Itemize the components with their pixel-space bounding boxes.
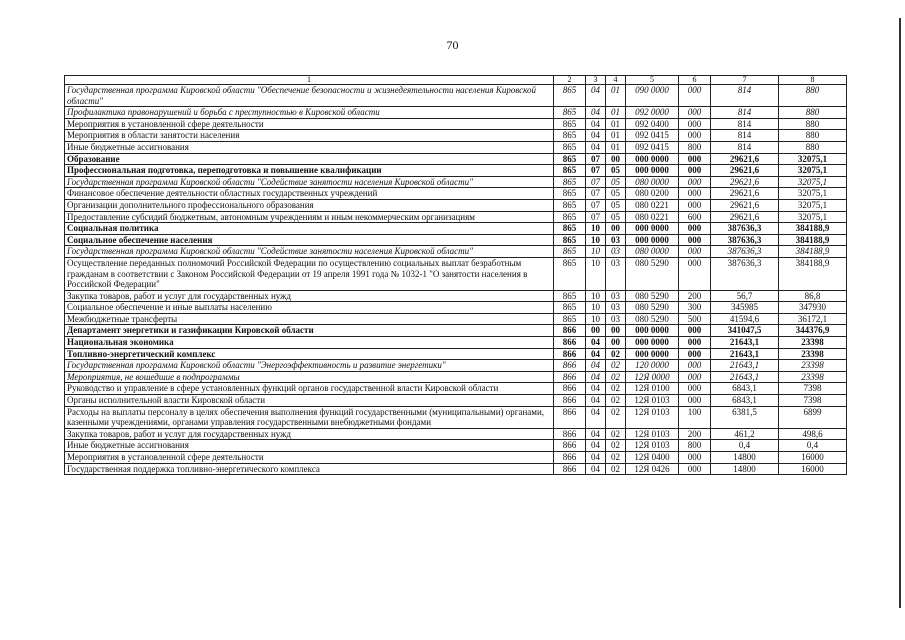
ministry-code: 866 (554, 371, 586, 383)
expense-type: 000 (679, 188, 711, 200)
amount-year-1: 6381,5 (711, 406, 779, 428)
amount-year-2: 880 (779, 141, 847, 153)
row-name: Иные бюджетные ассигнования (65, 141, 554, 153)
table-row (65, 211, 847, 223)
row-name: Финансовое обеспечение деятельности областных государственных учреждений (65, 188, 554, 200)
amount-year-1: 814 (711, 85, 779, 107)
subsection-code: 01 (606, 130, 626, 142)
ministry-code: 865 (554, 199, 586, 211)
section-code: 04 (586, 348, 606, 360)
ministry-code: 866 (554, 452, 586, 464)
target-code: 080 5290 (626, 257, 679, 290)
row-name: Государственная поддержка топливно-энергетического комплекса (65, 463, 554, 475)
row-name: Закупка товаров, работ и услуг для государственных нужд (65, 290, 554, 302)
section-code: 10 (586, 313, 606, 325)
section-code: 00 (586, 325, 606, 337)
amount-year-1: 21643,1 (711, 337, 779, 349)
amount-year-1: 345985 (711, 302, 779, 314)
scan-edge-line (899, 18, 901, 608)
row-name: Государственная программа Кировской области "Содействие занятости населения Кировской области" (65, 246, 554, 258)
amount-year-2: 32075,1 (779, 176, 847, 188)
section-code: 04 (586, 130, 606, 142)
target-code: 12Я 0100 (626, 383, 679, 395)
expense-type: 800 (679, 141, 711, 153)
subsection-code: 02 (606, 348, 626, 360)
expense-type: 000 (679, 395, 711, 407)
ministry-code: 866 (554, 337, 586, 349)
target-code: 092 0415 (626, 141, 679, 153)
row-name: Расходы на выплаты персоналу в целях обеспечения выполнения функций государственными (муниципальными) органами, казенными учреждениями, органами управления государственными внебюджетными фондами (65, 406, 554, 428)
ministry-code: 865 (554, 130, 586, 142)
target-code: 12Я 0103 (626, 428, 679, 440)
expense-type: 000 (679, 153, 711, 165)
ministry-code: 865 (554, 246, 586, 258)
amount-year-2: 23398 (779, 348, 847, 360)
ministry-code: 866 (554, 463, 586, 475)
subsection-code: 02 (606, 395, 626, 407)
section-code: 07 (586, 188, 606, 200)
amount-year-2: 880 (779, 118, 847, 130)
ministry-code: 865 (554, 165, 586, 177)
budget-table-body (65, 76, 847, 475)
expense-type: 000 (679, 234, 711, 246)
table-row (65, 325, 847, 337)
subsection-code: 03 (606, 257, 626, 290)
amount-year-2: 344376,9 (779, 325, 847, 337)
amount-year-2: 498,6 (779, 428, 847, 440)
expense-type: 100 (679, 406, 711, 428)
column-number-row (65, 76, 847, 85)
ministry-code: 865 (554, 313, 586, 325)
target-code: 12Я 0426 (626, 463, 679, 475)
expense-type: 000 (679, 452, 711, 464)
col-header-7: 7 (711, 76, 779, 85)
expense-type: 000 (679, 118, 711, 130)
col-header-2: 2 (554, 76, 586, 85)
ministry-code: 866 (554, 406, 586, 428)
amount-year-2: 32075,1 (779, 165, 847, 177)
amount-year-2: 23398 (779, 371, 847, 383)
subsection-code: 05 (606, 176, 626, 188)
expense-type: 000 (679, 325, 711, 337)
target-code: 080 0000 (626, 246, 679, 258)
subsection-code: 05 (606, 211, 626, 223)
amount-year-1: 814 (711, 141, 779, 153)
expense-type: 000 (679, 360, 711, 372)
table-row (65, 118, 847, 130)
amount-year-2: 32075,1 (779, 188, 847, 200)
amount-year-2: 16000 (779, 463, 847, 475)
ministry-code: 866 (554, 383, 586, 395)
section-code: 10 (586, 234, 606, 246)
target-code: 080 0000 (626, 176, 679, 188)
subsection-code: 01 (606, 118, 626, 130)
section-code: 04 (586, 395, 606, 407)
ministry-code: 865 (554, 153, 586, 165)
target-code: 120 0000 (626, 360, 679, 372)
target-code: 092 0000 (626, 107, 679, 119)
target-code: 092 0415 (626, 130, 679, 142)
table-row (65, 290, 847, 302)
ministry-code: 865 (554, 107, 586, 119)
amount-year-2: 384188,9 (779, 246, 847, 258)
subsection-code: 03 (606, 234, 626, 246)
section-code: 04 (586, 85, 606, 107)
row-name: Органы исполнительной власти Кировской области (65, 395, 554, 407)
subsection-code: 02 (606, 440, 626, 452)
ministry-code: 865 (554, 141, 586, 153)
amount-year-1: 814 (711, 118, 779, 130)
table-row (65, 199, 847, 211)
expense-type: 000 (679, 257, 711, 290)
amount-year-2: 384188,9 (779, 257, 847, 290)
table-row (65, 360, 847, 372)
section-code: 04 (586, 463, 606, 475)
amount-year-1: 814 (711, 107, 779, 119)
expense-type: 000 (679, 176, 711, 188)
section-code: 04 (586, 360, 606, 372)
target-code: 080 5290 (626, 302, 679, 314)
subsection-code: 00 (606, 325, 626, 337)
subsection-code: 01 (606, 85, 626, 107)
expense-type: 000 (679, 107, 711, 119)
table-row (65, 383, 847, 395)
row-name: Мероприятия в установленной сфере деятельности (65, 452, 554, 464)
amount-year-2: 32075,1 (779, 199, 847, 211)
section-code: 04 (586, 440, 606, 452)
amount-year-1: 6843,1 (711, 383, 779, 395)
amount-year-1: 814 (711, 130, 779, 142)
col-header-5: 5 (626, 76, 679, 85)
amount-year-2: 384188,9 (779, 234, 847, 246)
expense-type: 000 (679, 463, 711, 475)
amount-year-1: 387636,3 (711, 257, 779, 290)
ministry-code: 865 (554, 85, 586, 107)
section-code: 04 (586, 141, 606, 153)
subsection-code: 00 (606, 153, 626, 165)
section-code: 04 (586, 428, 606, 440)
row-name: Департамент энергетики и газификации Кировской области (65, 325, 554, 337)
ministry-code: 866 (554, 360, 586, 372)
section-code: 04 (586, 107, 606, 119)
amount-year-2: 6899 (779, 406, 847, 428)
expense-type: 000 (679, 85, 711, 107)
amount-year-1: 21643,1 (711, 348, 779, 360)
section-code: 07 (586, 165, 606, 177)
target-code: 000 0000 (626, 325, 679, 337)
section-code: 07 (586, 199, 606, 211)
amount-year-2: 23398 (779, 337, 847, 349)
table-row (65, 313, 847, 325)
expense-type: 200 (679, 290, 711, 302)
ministry-code: 865 (554, 176, 586, 188)
target-code: 12Я 0103 (626, 406, 679, 428)
amount-year-1: 29621,6 (711, 211, 779, 223)
target-code: 090 0000 (626, 85, 679, 107)
subsection-code: 00 (606, 223, 626, 235)
section-code: 07 (586, 176, 606, 188)
subsection-code: 02 (606, 383, 626, 395)
section-code: 04 (586, 118, 606, 130)
expense-type: 000 (679, 130, 711, 142)
amount-year-2: 7398 (779, 395, 847, 407)
subsection-code: 02 (606, 463, 626, 475)
ministry-code: 865 (554, 118, 586, 130)
row-name: Государственная программа Кировской области "Обеспечение безопасности и жизнедеятельности населения Кировской области" (65, 85, 554, 107)
table-row (65, 395, 847, 407)
table-row (65, 165, 847, 177)
ministry-code: 866 (554, 325, 586, 337)
amount-year-2: 880 (779, 130, 847, 142)
target-code: 092 0400 (626, 118, 679, 130)
section-code: 04 (586, 383, 606, 395)
amount-year-2: 86,8 (779, 290, 847, 302)
target-code: 000 0000 (626, 223, 679, 235)
subsection-code: 01 (606, 107, 626, 119)
row-name: Мероприятия в установленной сфере деятельности (65, 118, 554, 130)
amount-year-1: 56,7 (711, 290, 779, 302)
row-name: Межбюджетные трансферты (65, 313, 554, 325)
amount-year-1: 21643,1 (711, 360, 779, 372)
section-code: 07 (586, 153, 606, 165)
subsection-code: 02 (606, 371, 626, 383)
ministry-code: 865 (554, 234, 586, 246)
target-code: 080 0200 (626, 188, 679, 200)
ministry-code: 866 (554, 440, 586, 452)
target-code: 080 0221 (626, 211, 679, 223)
table-row (65, 188, 847, 200)
row-name: Предоставление субсидий бюджетным, автономным учреждениям и иным некоммерческим организациям (65, 211, 554, 223)
row-name: Образование (65, 153, 554, 165)
budget-table (64, 75, 847, 475)
amount-year-2: 880 (779, 85, 847, 107)
col-header-6: 6 (679, 76, 711, 85)
amount-year-1: 6843,1 (711, 395, 779, 407)
col-header-3: 3 (586, 76, 606, 85)
expense-type: 000 (679, 223, 711, 235)
col-header-4: 4 (606, 76, 626, 85)
table-row (65, 234, 847, 246)
subsection-code: 02 (606, 406, 626, 428)
target-code: 000 0000 (626, 153, 679, 165)
expense-type: 000 (679, 199, 711, 211)
row-name: Топливно-энергетический комплекс (65, 348, 554, 360)
target-code: 080 5290 (626, 313, 679, 325)
table-row (65, 406, 847, 428)
table-row (65, 463, 847, 475)
table-row (65, 452, 847, 464)
amount-year-1: 0,4 (711, 440, 779, 452)
amount-year-1: 29621,6 (711, 188, 779, 200)
table-row (65, 153, 847, 165)
row-name: Закупка товаров, работ и услуг для государственных нужд (65, 428, 554, 440)
amount-year-1: 29621,6 (711, 153, 779, 165)
amount-year-2: 0,4 (779, 440, 847, 452)
table-row (65, 348, 847, 360)
target-code: 080 5290 (626, 290, 679, 302)
target-code: 12Я 0103 (626, 395, 679, 407)
subsection-code: 00 (606, 337, 626, 349)
amount-year-2: 384188,9 (779, 223, 847, 235)
subsection-code: 03 (606, 246, 626, 258)
expense-type: 000 (679, 383, 711, 395)
amount-year-1: 387636,3 (711, 234, 779, 246)
row-name: Национальная экономика (65, 337, 554, 349)
table-row (65, 428, 847, 440)
row-name: Руководство и управление в сфере установленных функций органов государственной власти Кировской области (65, 383, 554, 395)
amount-year-1: 29621,6 (711, 165, 779, 177)
amount-year-2: 16000 (779, 452, 847, 464)
table-row (65, 141, 847, 153)
row-name: Социальное обеспечение и иные выплаты населению (65, 302, 554, 314)
amount-year-2: 347930 (779, 302, 847, 314)
section-code: 04 (586, 337, 606, 349)
section-code: 07 (586, 211, 606, 223)
row-name: Государственная программа Кировской области "Энергоэффективность и развитие энергетики" (65, 360, 554, 372)
expense-type: 600 (679, 211, 711, 223)
table-row (65, 85, 847, 107)
col-header-8: 8 (779, 76, 847, 85)
target-code: 000 0000 (626, 337, 679, 349)
subsection-code: 02 (606, 360, 626, 372)
section-code: 10 (586, 290, 606, 302)
amount-year-1: 461,2 (711, 428, 779, 440)
ministry-code: 865 (554, 223, 586, 235)
amount-year-2: 23398 (779, 360, 847, 372)
target-code: 000 0000 (626, 165, 679, 177)
target-code: 12Я 0000 (626, 371, 679, 383)
amount-year-1: 29621,6 (711, 176, 779, 188)
expense-type: 000 (679, 348, 711, 360)
ministry-code: 865 (554, 302, 586, 314)
expense-type: 000 (679, 165, 711, 177)
amount-year-1: 21643,1 (711, 371, 779, 383)
row-name: Мероприятия, не вошедшие в подпрограммы (65, 371, 554, 383)
amount-year-2: 32075,1 (779, 211, 847, 223)
table-row (65, 302, 847, 314)
section-code: 10 (586, 302, 606, 314)
subsection-code: 05 (606, 199, 626, 211)
col-header-1: 1 (65, 76, 554, 85)
expense-type: 000 (679, 371, 711, 383)
row-name: Социальная политика (65, 223, 554, 235)
row-name: Организации дополнительного профессионального образования (65, 199, 554, 211)
row-name: Профилактика правонарушений и борьба с преступностью в Кировской области (65, 107, 554, 119)
section-code: 10 (586, 223, 606, 235)
ministry-code: 865 (554, 211, 586, 223)
target-code: 080 0221 (626, 199, 679, 211)
amount-year-1: 387636,3 (711, 223, 779, 235)
expense-type: 500 (679, 313, 711, 325)
subsection-code: 03 (606, 290, 626, 302)
subsection-code: 03 (606, 313, 626, 325)
ministry-code: 866 (554, 348, 586, 360)
target-code: 12Я 0103 (626, 440, 679, 452)
expense-type: 200 (679, 428, 711, 440)
expense-type: 000 (679, 337, 711, 349)
amount-year-2: 880 (779, 107, 847, 119)
subsection-code: 02 (606, 452, 626, 464)
ministry-code: 865 (554, 188, 586, 200)
row-name: Государственная программа Кировской области "Содействие занятости населения Кировской области" (65, 176, 554, 188)
table-row (65, 223, 847, 235)
ministry-code: 865 (554, 290, 586, 302)
page-number: 70 (446, 38, 459, 52)
table-row (65, 337, 847, 349)
amount-year-1: 387636,3 (711, 246, 779, 258)
row-name: Осуществление переданных полномочий Российской Федерации по осуществлению социальных выплат безработным гражданам в соответствии с Законом Российской Федерации от 19 апреля 1991 года № 1032-1 "О занятости населения в Российской Федерации" (65, 257, 554, 290)
table-row (65, 176, 847, 188)
section-code: 04 (586, 406, 606, 428)
row-name: Иные бюджетные ассигнования (65, 440, 554, 452)
expense-type: 800 (679, 440, 711, 452)
section-code: 04 (586, 371, 606, 383)
amount-year-2: 32075,1 (779, 153, 847, 165)
section-code: 10 (586, 257, 606, 290)
table-row (65, 107, 847, 119)
ministry-code: 865 (554, 257, 586, 290)
subsection-code: 03 (606, 302, 626, 314)
row-name: Мероприятия в области занятости населения (65, 130, 554, 142)
ministry-code: 866 (554, 395, 586, 407)
section-code: 10 (586, 246, 606, 258)
amount-year-1: 41594,6 (711, 313, 779, 325)
row-name: Социальное обеспечение населения (65, 234, 554, 246)
subsection-code: 02 (606, 428, 626, 440)
subsection-code: 01 (606, 141, 626, 153)
table-row (65, 371, 847, 383)
target-code: 12Я 0400 (626, 452, 679, 464)
amount-year-1: 14800 (711, 463, 779, 475)
table-row (65, 246, 847, 258)
expense-type: 000 (679, 246, 711, 258)
amount-year-2: 7398 (779, 383, 847, 395)
row-name: Профессиональная подготовка, переподготовка и повышение квалификации (65, 165, 554, 177)
amount-year-1: 29621,6 (711, 199, 779, 211)
section-code: 04 (586, 452, 606, 464)
ministry-code: 866 (554, 428, 586, 440)
subsection-code: 05 (606, 165, 626, 177)
subsection-code: 05 (606, 188, 626, 200)
target-code: 000 0000 (626, 234, 679, 246)
table-row (65, 440, 847, 452)
amount-year-2: 36172,1 (779, 313, 847, 325)
amount-year-1: 341047,5 (711, 325, 779, 337)
expense-type: 300 (679, 302, 711, 314)
amount-year-1: 14800 (711, 452, 779, 464)
table-row (65, 257, 847, 290)
table-row (65, 130, 847, 142)
target-code: 000 0000 (626, 348, 679, 360)
